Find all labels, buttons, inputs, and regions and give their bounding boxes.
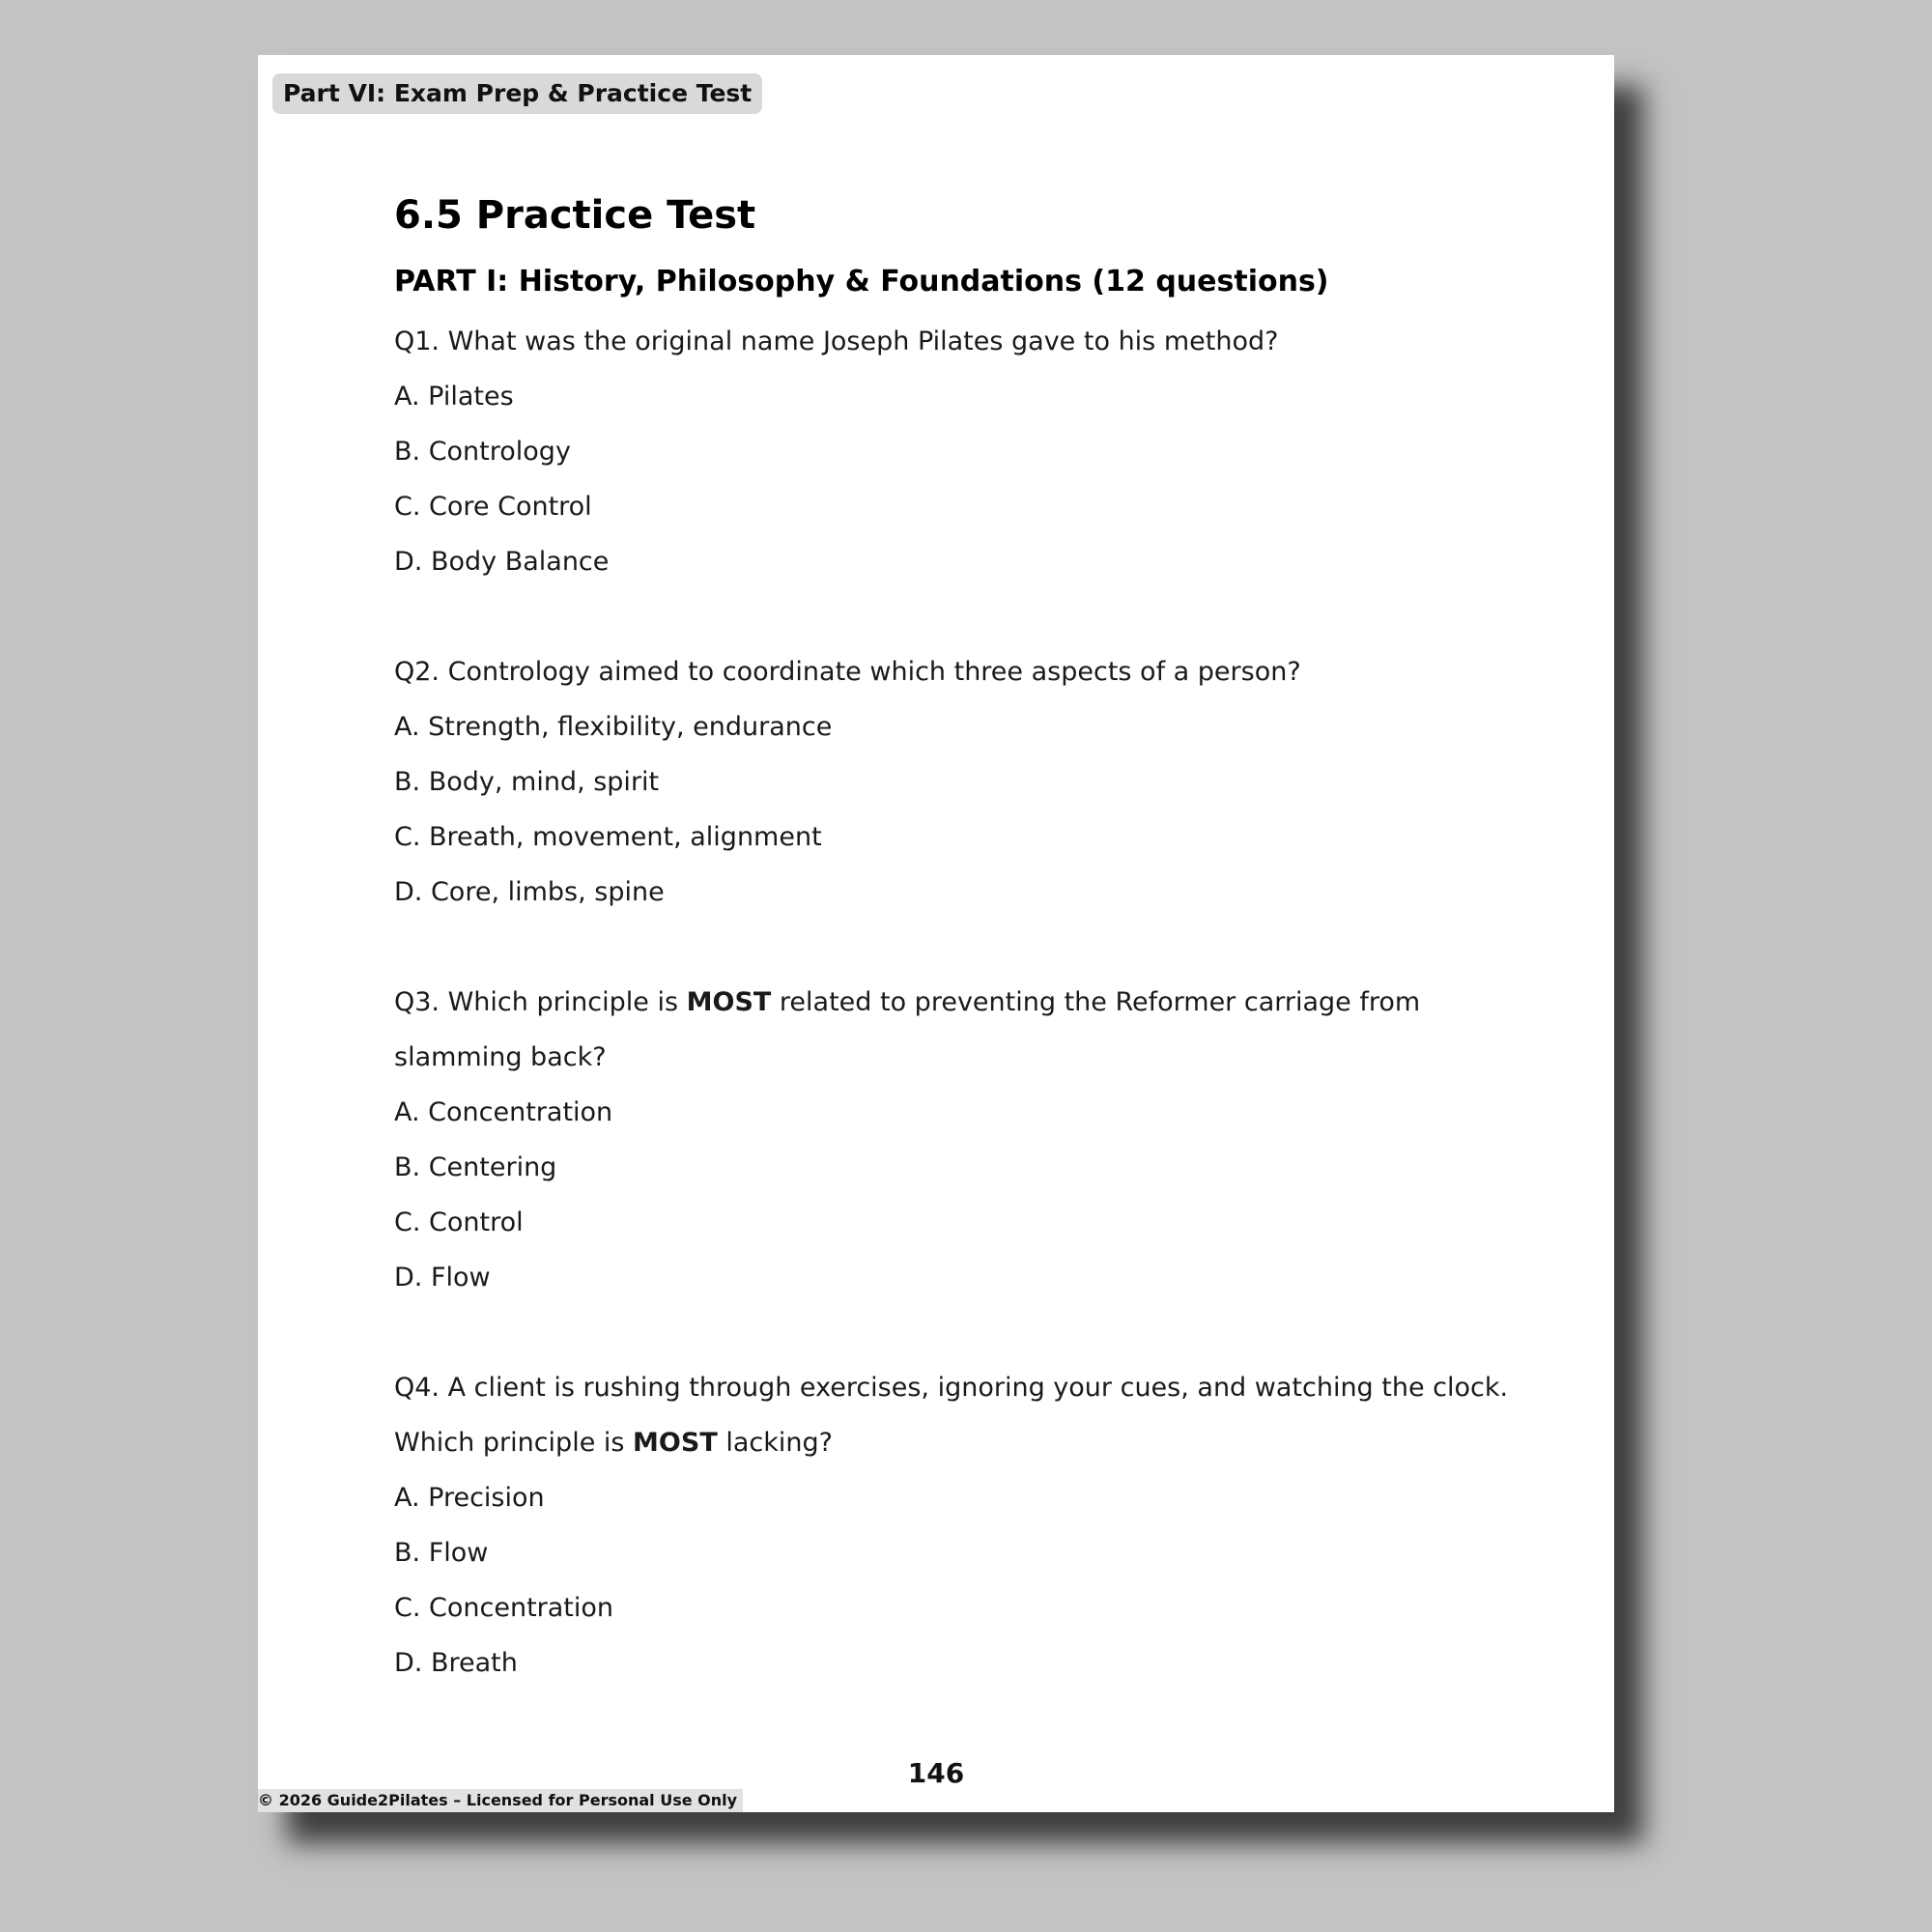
page-content	[394, 181, 1515, 1690]
question-4	[394, 1360, 1515, 1690]
question-text: Q1. What was the original name Joseph Pilates gave to his method?	[394, 327, 1279, 356]
answer-option-d: D. Breath	[394, 1648, 518, 1678]
document-page	[258, 55, 1614, 1812]
copyright-footer: © 2026 Guide2Pilates – Licensed for Personal Use Only	[258, 1789, 743, 1812]
answer-option-c: C. Control	[394, 1208, 524, 1237]
answer-option-d: D. Flow	[394, 1263, 491, 1293]
answer-option-a: A. Pilates	[394, 382, 514, 412]
answer-option-c: C. Core Control	[394, 492, 592, 522]
page-number: 146	[907, 1757, 965, 1789]
answer-option-b: B. Body, mind, spirit	[394, 767, 660, 797]
question-3	[394, 975, 1515, 1305]
answer-option-a: A. Precision	[394, 1483, 545, 1513]
answer-option-b: B. Flow	[394, 1538, 489, 1568]
question-text: Q2. Contrology aimed to coordinate which three aspects of a person?	[394, 657, 1301, 687]
section-header-tab: Part VI: Exam Prep & Practice Test	[272, 73, 762, 114]
answer-option-a: A. Strength, flexibility, endurance	[394, 712, 833, 742]
question-text: Q4. A client is rushing through exercises, ignoring your cues, and watching the clock. Which principle is MOST lacking?	[394, 1373, 1509, 1458]
answer-option-d: D. Body Balance	[394, 547, 610, 577]
answer-option-b: B. Centering	[394, 1152, 557, 1182]
answer-option-d: D. Core, limbs, spine	[394, 877, 665, 907]
answer-option-c: C. Concentration	[394, 1593, 614, 1623]
question-text: Q3. Which principle is MOST related to preventing the Reformer carriage from slamming back?	[394, 987, 1421, 1072]
question-1	[394, 314, 1515, 589]
question-2	[394, 644, 1515, 920]
answer-option-b: B. Contrology	[394, 437, 571, 467]
answer-option-a: A. Concentration	[394, 1097, 613, 1127]
answer-option-c: C. Breath, movement, alignment	[394, 822, 822, 852]
page-title: 6.5 Practice Test	[394, 193, 756, 238]
part-heading: PART I: History, Philosophy & Foundations (12 questions)	[394, 265, 1329, 298]
